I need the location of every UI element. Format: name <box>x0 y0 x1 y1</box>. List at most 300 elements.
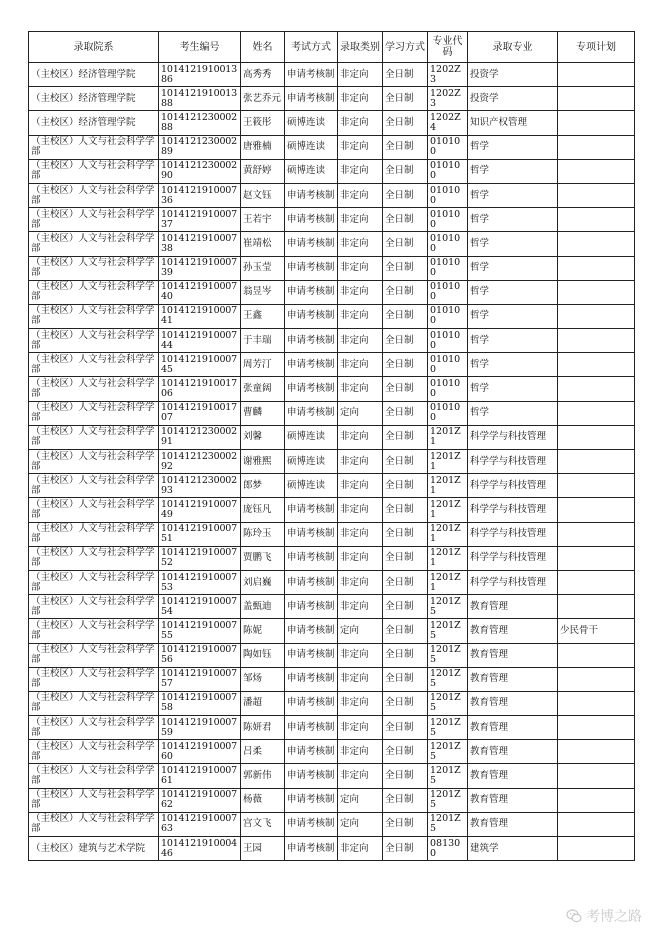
cell-study-mode: 全日制 <box>383 256 428 280</box>
admission-table <box>28 31 635 861</box>
cell-id: 101412123000290 <box>159 159 241 183</box>
cell-study-mode: 全日制 <box>383 595 428 619</box>
cell-name: 潘超 <box>241 691 285 715</box>
cell-major-code: 1201Z5 <box>428 643 468 667</box>
cell-id: 101412191000759 <box>159 716 241 740</box>
cell-id: 101412191000741 <box>159 304 241 328</box>
cell-id: 101412191000754 <box>159 595 241 619</box>
cell-id: 101412191000757 <box>159 667 241 691</box>
cell-id: 101412191000753 <box>159 570 241 594</box>
table-row <box>29 522 635 546</box>
header-name: 姓名 <box>241 32 285 63</box>
cell-major-code: 1201Z1 <box>428 474 468 498</box>
cell-study-mode: 全日制 <box>383 159 428 183</box>
cell-dept: （主校区）人文与社会科学学部 <box>29 716 159 740</box>
cell-exam-mode: 申请考核制 <box>285 522 338 546</box>
cell-major: 科学学与科技管理 <box>468 498 558 522</box>
table-row <box>29 643 635 667</box>
cell-id: 101412191000761 <box>159 764 241 788</box>
cell-id: 101412191000751 <box>159 522 241 546</box>
cell-major-code: 1202Z3 <box>428 87 468 111</box>
cell-special-plan <box>558 280 635 304</box>
cell-major: 投资学 <box>468 87 558 111</box>
cell-name: 邹炀 <box>241 667 285 691</box>
cell-dept: （主校区）人文与社会科学学部 <box>29 691 159 715</box>
cell-dept: （主校区）人文与社会科学学部 <box>29 377 159 401</box>
cell-id: 101412191000752 <box>159 546 241 570</box>
cell-dept: （主校区）人文与社会科学学部 <box>29 595 159 619</box>
cell-major: 投资学 <box>468 63 558 87</box>
cell-admit-type: 非定向 <box>338 643 383 667</box>
cell-admit-type: 非定向 <box>338 570 383 594</box>
cell-admit-type: 非定向 <box>338 546 383 570</box>
cell-special-plan <box>558 546 635 570</box>
cell-study-mode: 全日制 <box>383 183 428 207</box>
cell-dept: （主校区）人文与社会科学学部 <box>29 498 159 522</box>
cell-dept: （主校区）人文与社会科学学部 <box>29 401 159 425</box>
table-row <box>29 474 635 498</box>
cell-special-plan <box>558 377 635 401</box>
header-major: 录取专业 <box>468 32 558 63</box>
cell-exam-mode: 硕博连读 <box>285 450 338 474</box>
cell-admit-type: 定向 <box>338 788 383 812</box>
cell-name: 杨薇 <box>241 788 285 812</box>
cell-exam-mode: 申请考核制 <box>285 63 338 87</box>
cell-name: 王若宇 <box>241 208 285 232</box>
cell-exam-mode: 申请考核制 <box>285 401 338 425</box>
cell-major: 科学学与科技管理 <box>468 570 558 594</box>
cell-id: 101412191001706 <box>159 377 241 401</box>
cell-study-mode: 全日制 <box>383 450 428 474</box>
watermark-text: 考博之路 <box>586 909 642 925</box>
cell-admit-type: 非定向 <box>338 595 383 619</box>
table-row <box>29 232 635 256</box>
header-exam-mode: 考试方式 <box>285 32 338 63</box>
cell-major-code: 010100 <box>428 280 468 304</box>
cell-dept: （主校区）人文与社会科学学部 <box>29 546 159 570</box>
table-row <box>29 667 635 691</box>
cell-id: 101412191000739 <box>159 256 241 280</box>
cell-exam-mode: 申请考核制 <box>285 667 338 691</box>
cell-admit-type: 非定向 <box>338 280 383 304</box>
cell-name: 高秀秀 <box>241 63 285 87</box>
cell-special-plan <box>558 329 635 353</box>
cell-major: 科学学与科技管理 <box>468 425 558 449</box>
cell-special-plan <box>558 450 635 474</box>
cell-name: 刘启巍 <box>241 570 285 594</box>
cell-name: 盖甄迪 <box>241 595 285 619</box>
cell-special-plan <box>558 232 635 256</box>
cell-name: 张童阔 <box>241 377 285 401</box>
cell-major: 哲学 <box>468 183 558 207</box>
cell-dept: （主校区）人文与社会科学学部 <box>29 183 159 207</box>
cell-study-mode: 全日制 <box>383 764 428 788</box>
cell-major-code: 1201Z5 <box>428 691 468 715</box>
cell-exam-mode: 申请考核制 <box>285 304 338 328</box>
table-row <box>29 740 635 764</box>
cell-id: 101412191000755 <box>159 619 241 643</box>
cell-admit-type: 非定向 <box>338 498 383 522</box>
cell-name: 贾鹏飞 <box>241 546 285 570</box>
cell-name: 刘馨 <box>241 425 285 449</box>
cell-exam-mode: 申请考核制 <box>285 595 338 619</box>
cell-special-plan <box>558 691 635 715</box>
cell-exam-mode: 硕博连读 <box>285 425 338 449</box>
cell-name: 翁昱岑 <box>241 280 285 304</box>
cell-dept: （主校区）人文与社会科学学部 <box>29 764 159 788</box>
cell-exam-mode: 申请考核制 <box>285 740 338 764</box>
cell-admit-type: 非定向 <box>338 256 383 280</box>
cell-dept: （主校区）人文与社会科学学部 <box>29 159 159 183</box>
cell-major-code: 010100 <box>428 232 468 256</box>
cell-name: 崔靖松 <box>241 232 285 256</box>
cell-name: 黄舒婷 <box>241 159 285 183</box>
cell-study-mode: 全日制 <box>383 304 428 328</box>
cell-dept: （主校区）人文与社会科学学部 <box>29 208 159 232</box>
table-row <box>29 498 635 522</box>
cell-major: 哲学 <box>468 280 558 304</box>
cell-dept: （主校区）人文与社会科学学部 <box>29 522 159 546</box>
cell-id: 101412191000740 <box>159 280 241 304</box>
cell-exam-mode: 硕博连读 <box>285 159 338 183</box>
cell-study-mode: 全日制 <box>383 619 428 643</box>
cell-dept: （主校区）经济管理学院 <box>29 87 159 111</box>
cell-dept: （主校区）人文与社会科学学部 <box>29 788 159 812</box>
cell-major-code: 010100 <box>428 159 468 183</box>
cell-major: 哲学 <box>468 256 558 280</box>
cell-dept: （主校区）人文与社会科学学部 <box>29 280 159 304</box>
cell-admit-type: 非定向 <box>338 159 383 183</box>
cell-dept: （主校区）人文与社会科学学部 <box>29 619 159 643</box>
cell-admit-type: 定向 <box>338 812 383 836</box>
cell-dept: （主校区）建筑与艺术学院 <box>29 837 159 861</box>
cell-name: 郎梦 <box>241 474 285 498</box>
cell-admit-type: 定向 <box>338 401 383 425</box>
cell-admit-type: 非定向 <box>338 111 383 135</box>
cell-id: 101412191000744 <box>159 329 241 353</box>
table-row <box>29 280 635 304</box>
table-row <box>29 135 635 159</box>
cell-major-code: 1201Z1 <box>428 546 468 570</box>
cell-exam-mode: 硕博连读 <box>285 111 338 135</box>
cell-major-code: 081300 <box>428 837 468 861</box>
cell-dept: （主校区）人文与社会科学学部 <box>29 425 159 449</box>
watermark <box>566 906 642 926</box>
cell-admit-type: 非定向 <box>338 691 383 715</box>
cell-major-code: 1201Z5 <box>428 716 468 740</box>
cell-major: 哲学 <box>468 401 558 425</box>
cell-name: 张艺乔元 <box>241 87 285 111</box>
cell-dept: （主校区）人文与社会科学学部 <box>29 667 159 691</box>
cell-id: 101412123000292 <box>159 450 241 474</box>
cell-special-plan <box>558 304 635 328</box>
cell-major: 科学学与科技管理 <box>468 522 558 546</box>
cell-major: 教育管理 <box>468 595 558 619</box>
cell-admit-type: 非定向 <box>338 716 383 740</box>
cell-study-mode: 全日制 <box>383 788 428 812</box>
cell-name: 郭新伟 <box>241 764 285 788</box>
cell-major-code: 010100 <box>428 135 468 159</box>
header-major-code: 专业代码 <box>428 32 468 63</box>
cell-major-code: 010100 <box>428 256 468 280</box>
table-row <box>29 87 635 111</box>
cell-major: 科学学与科技管理 <box>468 546 558 570</box>
cell-special-plan <box>558 63 635 87</box>
cell-dept: （主校区）经济管理学院 <box>29 111 159 135</box>
cell-study-mode: 全日制 <box>383 812 428 836</box>
cell-exam-mode: 申请考核制 <box>285 764 338 788</box>
cell-name: 周芳汀 <box>241 353 285 377</box>
table-row <box>29 304 635 328</box>
cell-admit-type: 非定向 <box>338 208 383 232</box>
cell-major-code: 1202Z4 <box>428 111 468 135</box>
table-row <box>29 812 635 836</box>
table-row <box>29 570 635 594</box>
cell-id: 101412123000288 <box>159 111 241 135</box>
cell-admit-type: 定向 <box>338 619 383 643</box>
cell-major: 哲学 <box>468 329 558 353</box>
cell-name: 宫文飞 <box>241 812 285 836</box>
cell-exam-mode: 申请考核制 <box>285 812 338 836</box>
cell-major: 教育管理 <box>468 764 558 788</box>
cell-major: 哲学 <box>468 377 558 401</box>
cell-exam-mode: 申请考核制 <box>285 256 338 280</box>
cell-study-mode: 全日制 <box>383 135 428 159</box>
cell-name: 王园 <box>241 837 285 861</box>
cell-dept: （主校区）人文与社会科学学部 <box>29 135 159 159</box>
cell-major: 科学学与科技管理 <box>468 450 558 474</box>
cell-study-mode: 全日制 <box>383 716 428 740</box>
cell-exam-mode: 申请考核制 <box>285 619 338 643</box>
cell-study-mode: 全日制 <box>383 425 428 449</box>
cell-id: 101412191000736 <box>159 183 241 207</box>
cell-exam-mode: 申请考核制 <box>285 377 338 401</box>
cell-major-code: 010100 <box>428 329 468 353</box>
cell-special-plan <box>558 353 635 377</box>
cell-major-code: 1201Z5 <box>428 619 468 643</box>
cell-study-mode: 全日制 <box>383 474 428 498</box>
cell-special-plan <box>558 159 635 183</box>
cell-major-code: 1201Z5 <box>428 667 468 691</box>
cell-id: 101412191000758 <box>159 691 241 715</box>
cell-exam-mode: 申请考核制 <box>285 232 338 256</box>
cell-study-mode: 全日制 <box>383 232 428 256</box>
cell-exam-mode: 申请考核制 <box>285 546 338 570</box>
cell-special-plan <box>558 87 635 111</box>
table-row <box>29 111 635 135</box>
cell-admit-type: 非定向 <box>338 522 383 546</box>
cell-study-mode: 全日制 <box>383 329 428 353</box>
cell-dept: （主校区）经济管理学院 <box>29 63 159 87</box>
cell-name: 陶如钰 <box>241 643 285 667</box>
cell-study-mode: 全日制 <box>383 498 428 522</box>
cell-name: 于丰瑞 <box>241 329 285 353</box>
cell-dept: （主校区）人文与社会科学学部 <box>29 812 159 836</box>
table-row <box>29 546 635 570</box>
cell-exam-mode: 申请考核制 <box>285 280 338 304</box>
cell-admit-type: 非定向 <box>338 353 383 377</box>
cell-id: 101412191000738 <box>159 232 241 256</box>
cell-special-plan <box>558 208 635 232</box>
cell-special-plan <box>558 788 635 812</box>
cell-major-code: 010100 <box>428 353 468 377</box>
table-row <box>29 401 635 425</box>
cell-id: 101412191000749 <box>159 498 241 522</box>
cell-exam-mode: 硕博连读 <box>285 135 338 159</box>
cell-major: 教育管理 <box>468 691 558 715</box>
cell-dept: （主校区）人文与社会科学学部 <box>29 450 159 474</box>
cell-study-mode: 全日制 <box>383 740 428 764</box>
cell-name: 赵文钰 <box>241 183 285 207</box>
cell-name: 王筱彤 <box>241 111 285 135</box>
cell-name: 孙玉莹 <box>241 256 285 280</box>
header-id: 考生编号 <box>159 32 241 63</box>
table-row <box>29 595 635 619</box>
table-row <box>29 788 635 812</box>
cell-admit-type: 非定向 <box>338 87 383 111</box>
table-row <box>29 256 635 280</box>
cell-exam-mode: 申请考核制 <box>285 643 338 667</box>
header-row <box>29 32 635 63</box>
cell-special-plan <box>558 183 635 207</box>
cell-admit-type: 非定向 <box>338 329 383 353</box>
cell-admit-type: 非定向 <box>338 425 383 449</box>
cell-study-mode: 全日制 <box>383 546 428 570</box>
cell-dept: （主校区）人文与社会科学学部 <box>29 232 159 256</box>
table-row <box>29 764 635 788</box>
cell-admit-type: 非定向 <box>338 667 383 691</box>
header-special-plan: 专项计划 <box>558 32 635 63</box>
cell-name: 庞钰凡 <box>241 498 285 522</box>
cell-name: 吕柔 <box>241 740 285 764</box>
cell-exam-mode: 申请考核制 <box>285 570 338 594</box>
cell-study-mode: 全日制 <box>383 87 428 111</box>
cell-exam-mode: 申请考核制 <box>285 353 338 377</box>
cell-study-mode: 全日制 <box>383 353 428 377</box>
cell-major: 建筑学 <box>468 837 558 861</box>
cell-study-mode: 全日制 <box>383 63 428 87</box>
cell-major-code: 1201Z5 <box>428 812 468 836</box>
cell-major: 哲学 <box>468 159 558 183</box>
cell-major: 教育管理 <box>468 740 558 764</box>
cell-major: 哲学 <box>468 304 558 328</box>
cell-name: 曹麟 <box>241 401 285 425</box>
cell-special-plan <box>558 111 635 135</box>
cell-admit-type: 非定向 <box>338 232 383 256</box>
cell-major: 教育管理 <box>468 619 558 643</box>
cell-special-plan <box>558 498 635 522</box>
cell-exam-mode: 申请考核制 <box>285 183 338 207</box>
cell-major: 教育管理 <box>468 716 558 740</box>
cell-study-mode: 全日制 <box>383 691 428 715</box>
cell-major-code: 010100 <box>428 401 468 425</box>
cell-name: 陈妍君 <box>241 716 285 740</box>
cell-major: 教育管理 <box>468 643 558 667</box>
cell-dept: （主校区）人文与社会科学学部 <box>29 570 159 594</box>
cell-name: 陈妮 <box>241 619 285 643</box>
cell-id: 101412191000760 <box>159 740 241 764</box>
cell-admit-type: 非定向 <box>338 135 383 159</box>
cell-admit-type: 非定向 <box>338 63 383 87</box>
table-row <box>29 183 635 207</box>
cell-special-plan <box>558 643 635 667</box>
cell-major-code: 1201Z1 <box>428 498 468 522</box>
cell-study-mode: 全日制 <box>383 208 428 232</box>
cell-exam-mode: 申请考核制 <box>285 87 338 111</box>
cell-dept: （主校区）人文与社会科学学部 <box>29 643 159 667</box>
cell-study-mode: 全日制 <box>383 522 428 546</box>
cell-dept: （主校区）人文与社会科学学部 <box>29 474 159 498</box>
table-row <box>29 619 635 643</box>
cell-admit-type: 非定向 <box>338 183 383 207</box>
header-dept: 录取院系 <box>29 32 159 63</box>
cell-special-plan <box>558 570 635 594</box>
cell-major-code: 010100 <box>428 208 468 232</box>
cell-id: 101412191000763 <box>159 812 241 836</box>
cell-special-plan: 少民骨干 <box>558 619 635 643</box>
cell-id: 101412191000756 <box>159 643 241 667</box>
header-study-mode: 学习方式 <box>383 32 428 63</box>
cell-id: 101412191000762 <box>159 788 241 812</box>
cell-major-code: 1201Z5 <box>428 788 468 812</box>
cell-id: 101412123000291 <box>159 425 241 449</box>
header-admit-type: 录取类别 <box>338 32 383 63</box>
table-row <box>29 353 635 377</box>
cell-id: 101412191001386 <box>159 63 241 87</box>
cell-special-plan <box>558 667 635 691</box>
table-body <box>29 63 635 861</box>
cell-major-code: 010100 <box>428 183 468 207</box>
table-row <box>29 208 635 232</box>
cell-dept: （主校区）人文与社会科学学部 <box>29 740 159 764</box>
cell-special-plan <box>558 812 635 836</box>
cell-dept: （主校区）人文与社会科学学部 <box>29 304 159 328</box>
cell-id: 101412191001388 <box>159 87 241 111</box>
cell-name: 谢雅熙 <box>241 450 285 474</box>
table-row <box>29 425 635 449</box>
cell-exam-mode: 申请考核制 <box>285 691 338 715</box>
table-row <box>29 159 635 183</box>
cell-study-mode: 全日制 <box>383 280 428 304</box>
cell-name: 陈玲玉 <box>241 522 285 546</box>
cell-id: 101412123000289 <box>159 135 241 159</box>
cell-major-code: 1201Z1 <box>428 570 468 594</box>
cell-id: 101412191000737 <box>159 208 241 232</box>
wechat-icon <box>566 908 582 924</box>
cell-special-plan <box>558 401 635 425</box>
cell-major-code: 1201Z1 <box>428 450 468 474</box>
cell-major-code: 1201Z1 <box>428 522 468 546</box>
cell-admit-type: 非定向 <box>338 474 383 498</box>
cell-dept: （主校区）人文与社会科学学部 <box>29 353 159 377</box>
cell-study-mode: 全日制 <box>383 643 428 667</box>
cell-major: 哲学 <box>468 232 558 256</box>
cell-exam-mode: 硕博连读 <box>285 474 338 498</box>
cell-special-plan <box>558 425 635 449</box>
cell-major-code: 1201Z5 <box>428 595 468 619</box>
cell-study-mode: 全日制 <box>383 377 428 401</box>
cell-special-plan <box>558 522 635 546</box>
cell-special-plan <box>558 764 635 788</box>
cell-major: 哲学 <box>468 353 558 377</box>
cell-major: 教育管理 <box>468 788 558 812</box>
cell-study-mode: 全日制 <box>383 667 428 691</box>
cell-exam-mode: 申请考核制 <box>285 498 338 522</box>
cell-name: 唐雅楠 <box>241 135 285 159</box>
table-row <box>29 450 635 474</box>
cell-special-plan <box>558 837 635 861</box>
cell-study-mode: 全日制 <box>383 111 428 135</box>
